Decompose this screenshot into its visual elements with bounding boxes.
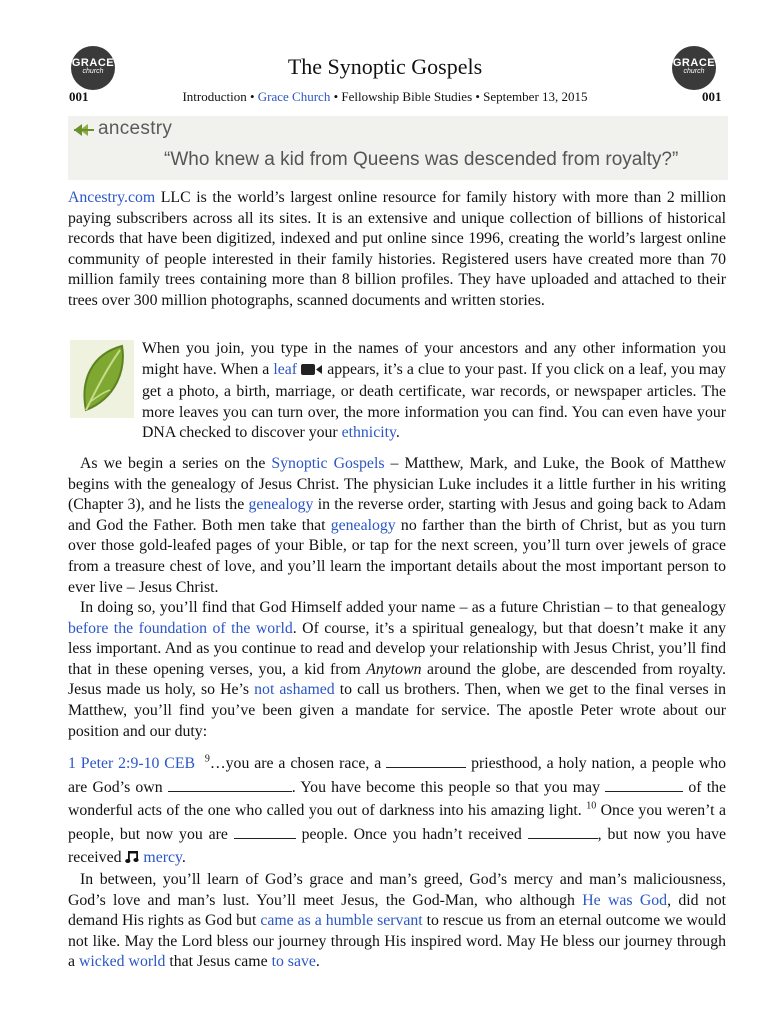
paragraph-text: around the globe, are descended from royalty. Jesus made us holy, so He’s (68, 660, 726, 699)
paragraph-text: As we begin a series on the (80, 455, 272, 472)
to-save-link[interactable]: to save (271, 953, 316, 971)
paragraph-text: – Matthew, Mark, and Luke, the Book of Matthew begins with the genealogy of Jesus Christ. The physician Luke includes it a little further in his writing (Chapter 3), and he lists the (68, 455, 726, 514)
anytown-text: Anytown (366, 660, 422, 678)
fill-in-blank[interactable] (528, 824, 598, 839)
logo-text: GRACE (672, 57, 716, 69)
subtitle-intro: Introduction • (182, 89, 258, 104)
page-title: The Synoptic Gospels (287, 54, 483, 79)
scripture-text: priesthood, a holy nation, a people who are God’s own (68, 755, 726, 796)
paragraph-text: to call us brothers. Then, when we get to the final verses in Matthew, you’ll find you’ve been given a mandate for service. The apostle Peter wrote about our position and our duty: (68, 681, 727, 740)
paragraph-royalty (68, 598, 726, 742)
paragraph-text: , did not demand His rights as God but (68, 891, 727, 930)
paragraph-text: . (395, 424, 400, 442)
genealogy-link[interactable]: genealogy (330, 516, 396, 534)
ancestry-banner (68, 116, 728, 180)
grace-church-link[interactable]: Grace Church (257, 89, 331, 104)
scripture-text: …you are a chosen race, a (209, 755, 387, 772)
scripture-text: . You have become this people so that you may (291, 778, 606, 796)
paragraph-text: When you join, you type in the names of your ancestors and any other information you might have. When a (142, 340, 726, 378)
logo-text: GRACE (71, 57, 115, 69)
ancestry-brand: ancestry (98, 118, 173, 139)
scripture-reference-link[interactable]: 1 Peter 2:9-10 CEB (68, 755, 196, 772)
paragraph-text: . (315, 953, 320, 971)
music-note-icon[interactable] (125, 848, 139, 872)
paragraph-ancestry (68, 188, 726, 312)
paragraph-join (142, 339, 726, 444)
he-was-god-link[interactable]: He was God (582, 891, 668, 909)
fill-in-blank[interactable] (386, 753, 466, 768)
paragraph-text: to rescue us from an eternal outcome we would not like. May the Lord bless our journey through His inspired word. May He bless our journey through a (68, 912, 726, 971)
paragraph-text: In between, you’ll learn of God’s grace and man’s greed, God’s mercy and man’s maliciousness, God’s love and man’s lust. You’ll meet Jesus, the God-Man, who although (68, 871, 726, 909)
page-number-left: 001 (69, 89, 89, 104)
fill-in-blank[interactable] (234, 824, 296, 839)
foundation-link[interactable]: before the foundation of the world (68, 619, 293, 637)
scripture-text: . (181, 849, 186, 866)
scripture-text: of the wonderful acts of the one who called you out of darkness into his amazing light. (68, 778, 726, 819)
genealogy-link[interactable]: genealogy (248, 496, 314, 514)
verse-number: 10 (586, 800, 597, 812)
video-icon (301, 362, 323, 383)
paragraph-text: that Jesus came (165, 953, 272, 971)
page-number-right: 001 (702, 89, 722, 104)
paragraph-text: LLC is the world’s largest online resource for family history with more than 2 million paying subscribers across all its sites. It is an extensive and unique collection of billions of historical records that have been digitized, indexed and put online since 1996, creating the world’s largest online community of people interested in their family histories. Registered users have created more than 70 million family trees containing more than 8 billion profiles. They have uploaded and attached to their trees over 300 million photographs, scanned documents and written stories. (68, 189, 726, 309)
logo-subtext: church (82, 68, 104, 75)
fill-in-blank[interactable] (605, 777, 683, 792)
paragraph-text: in the reverse order, starting with Jesus and going back to Adam and God the Father. Both men take that (68, 496, 726, 534)
ancestry-leaf-image (70, 340, 134, 418)
leaf-link[interactable]: leaf (273, 360, 298, 378)
not-ashamed-link[interactable]: not ashamed (254, 681, 335, 699)
scripture-text: Once you weren’t a people, but now you are (68, 802, 726, 843)
ancestry-link[interactable]: Ancestry.com (68, 189, 156, 206)
subtitle-line (0, 89, 770, 105)
paragraph-text: . Of course, it’s a spiritual genealogy, but that doesn’t make it any less important. And as you continue to read and develop your relationship with Jesus Christ, you’ll find that in these opening verses, you, a kid from (68, 619, 726, 678)
subtitle-rest: • Fellowship Bible Studies • September 13, 2015 (330, 89, 588, 104)
ethnicity-link[interactable]: ethnicity (341, 424, 396, 442)
paragraph-synoptic (68, 454, 726, 598)
ancestry-leaf-icon (72, 122, 96, 143)
scripture-fill-in (68, 752, 726, 872)
banner-quote: “Who knew a kid from Queens was descended from royalty?” (164, 149, 679, 170)
verse-number: 9 (204, 753, 210, 765)
fill-in-blank[interactable] (168, 777, 292, 792)
wicked-world-link[interactable]: wicked world (78, 953, 166, 971)
scripture-text: people. Once you hadn’t received (295, 825, 528, 843)
paragraph-text: In doing so, you’ll find that God Himself added your name – as a future Christian – to that genealogy (80, 599, 726, 616)
paragraph-conclusion (68, 870, 726, 973)
paragraph-text: no farther than the birth of Christ, but as you turn over those gold-leafed pages of your Bible, or tap for the next screen, you’ll turn over jewels of grace from a treasure chest of love, and you’ll learn the important details about the most important person to ever live – Jesus Christ. (68, 516, 726, 596)
scripture-text: , but now you have received (68, 825, 726, 866)
logo-subtext: church (683, 68, 705, 75)
paragraph-text: appears, it’s a clue to your past. If you click on a leaf, you may get a photo, a birth, marriage, or death certificate, war records, or newspaper articles. The more leaves you can turn over, the more information you can find. You can even have your DNA checked to discover your (142, 360, 726, 442)
mercy-link[interactable]: mercy (143, 849, 182, 866)
humble-servant-link[interactable]: came as a humble servant (260, 912, 423, 930)
synoptic-gospels-link[interactable]: Synoptic Gospels (271, 455, 385, 472)
